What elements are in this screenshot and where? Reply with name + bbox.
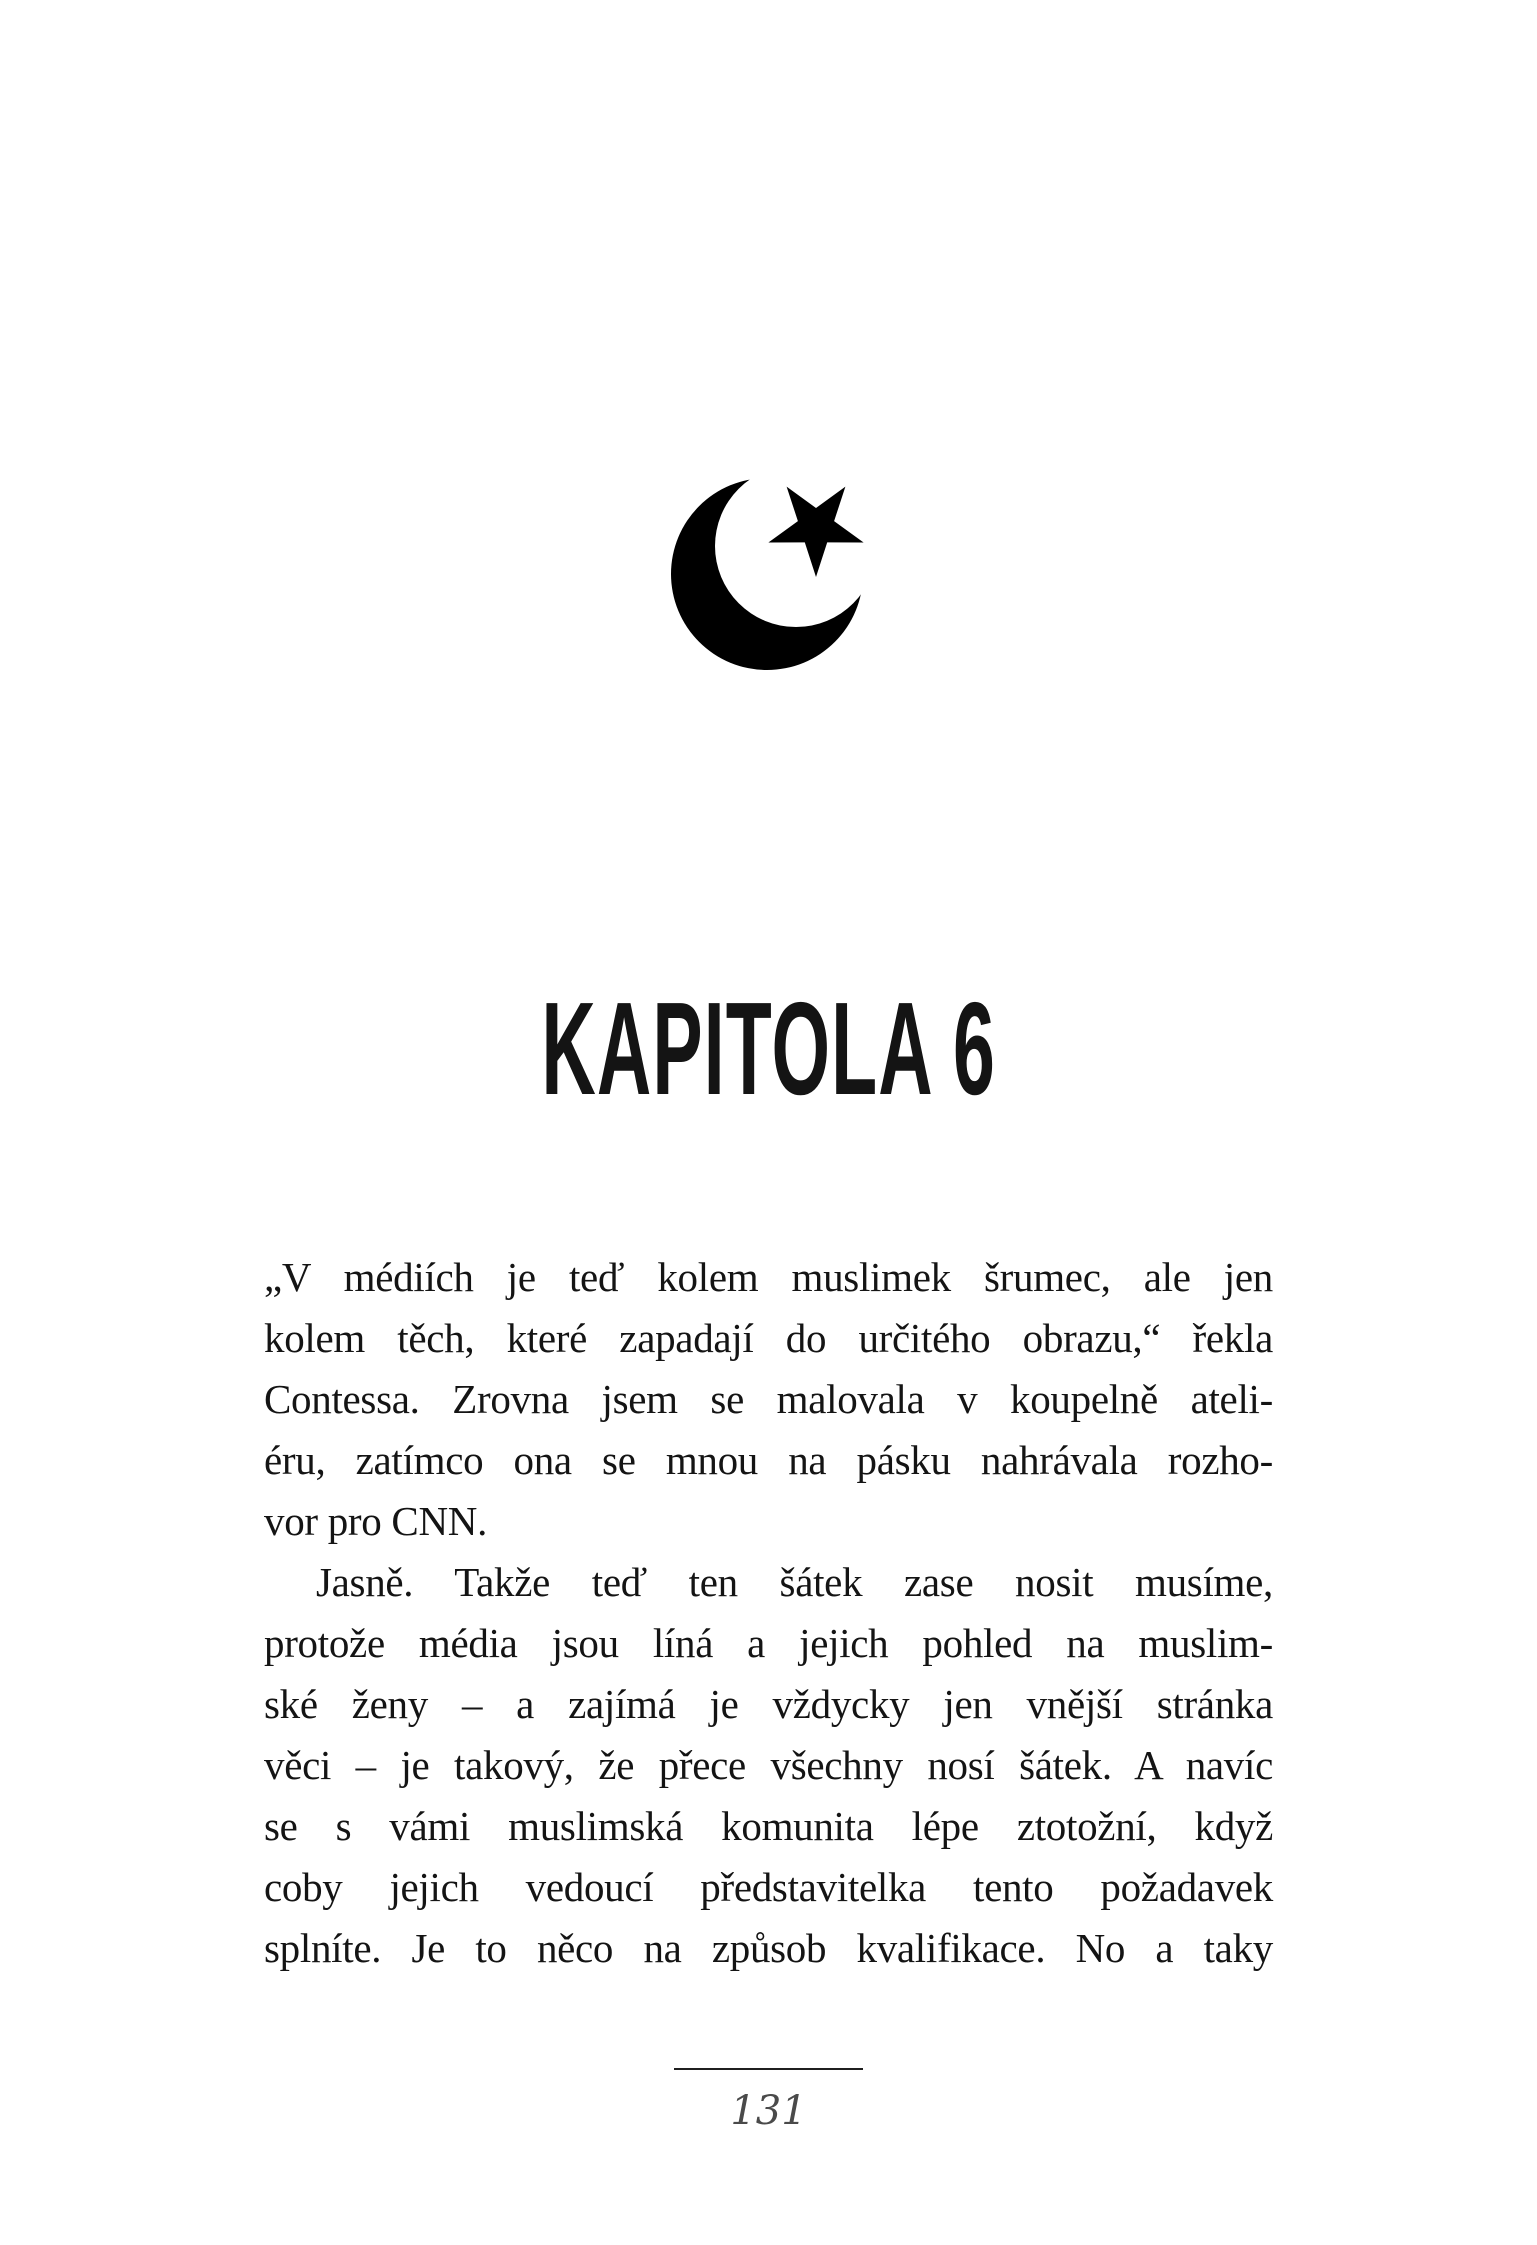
body-line: „V médiích je teď kolem muslimek šrumec, ale jen [264,1254,1273,1300]
footer-divider [674,2068,863,2070]
body-line: protože média jsou líná a jejich pohled na muslim- [264,1620,1273,1666]
star-and-crescent-icon [671,476,866,671]
chapter-title [0,975,1537,1123]
paragraph-1 [264,1247,1273,1552]
body-line: vor pro CNN. [264,1498,488,1544]
page-number: 131 [730,2088,807,2134]
body-line: ské ženy – a zajímá je vždycky jen vnější stránka [264,1681,1273,1727]
chapter-title-text: KAPITOLA 6 [541,975,996,1123]
body-line: Jasně. Takže teď ten šátek zase nosit musíme, [316,1559,1273,1605]
body-line: Contessa. Zrovna jsem se malovala v koupelně ateli- [264,1376,1273,1422]
body-line: kolem těch, které zapadají do určitého obrazu,“ řekla [264,1315,1273,1361]
body-line: coby jejich vedoucí představitelka tento požadavek [264,1864,1273,1910]
body-line: se s vámi muslimská komunita lépe ztotožní, když [264,1803,1273,1849]
body-line: věci – je takový, že přece všechny nosí šátek. A navíc [264,1742,1273,1788]
paragraph-2 [264,1552,1273,1979]
body-line: éru, zatímco ona se mnou na pásku nahrávala rozho- [264,1437,1273,1483]
body-text [264,1247,1273,1979]
body-line: splníte. Je to něco na způsob kvalifikace. No a taky [264,1925,1273,1971]
